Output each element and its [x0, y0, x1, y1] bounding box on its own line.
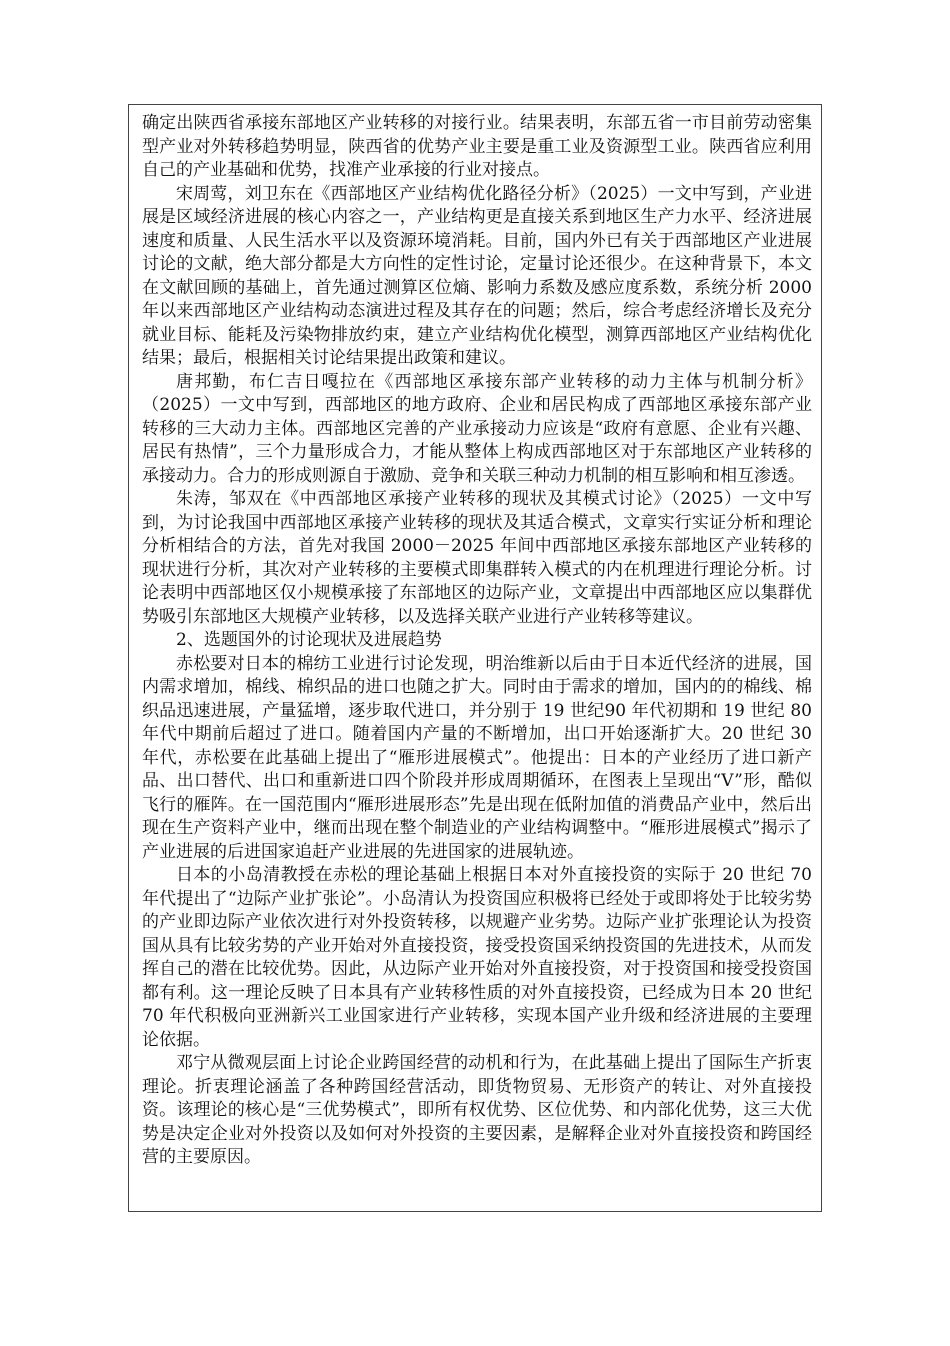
paragraph-tang-buren: 唐邦勤，布仁吉日嘎拉在《西部地区承接东部产业转移的动力主体与机制分析》（2025）一文中写到，西部地区的地方政府、企业和居民构成了西部地区承接东部产业转移的三大动力主体。西部地区完善的产业承接动力应该是“政府有意愿、企业有兴趣、居民有热情”，三个力量形成合力，才能从整体上构成西部地区对于东部地区产业转移的承接动力。合力的形成则源自于激励、竞争和关联三种动力机制的相互影响和相互渗透。 — [142, 371, 812, 486]
paragraph-akamatsu: 赤松要对日本的棉纺工业进行讨论发现，明治维新以后由于日本近代经济的进展，国内需求增加，棉线、棉织品的进口也随之扩大。同时由于需求的增加，国内的的棉线、棉织品迅速进展，产量猛增，逐步取代进口，并分别于 19 世纪90 年代初期和 19 世纪 80 年代中期前后超过了进口。随着国内产量的不断增加，出口开始逐渐扩大。20 世纪 30 年代，赤松要在此基础上提出了“雁形进展模式”。他提出：日本的产业经历了进口新产品、出口替代、出口和重新进口四个阶段并形成周期循环，在图表上呈现出“V”形，酷似飞行的雁阵。在一国范围内“雁形进展形态”先是出现在低附加值的消费品产业中，然后出现在生产资料产业中，继而出现在整个制造业的产业结构调整中。“雁形进展模式”揭示了产业进展的后进国家追赶产业进展的先进国家的进展轨迹。 — [142, 653, 812, 862]
paragraph-song-liu: 宋周莺，刘卫东在《西部地区产业结构优化路径分析》（2025）一文中写到，产业进展是区域经济进展的核心内容之一，产业结构更是直接关系到地区生产力水平、经济进展速度和质量、人民生活水平以及资源环境消耗。目前，国内外已有关于西部地区产业进展讨论的文献，绝大部分都是大方向性的定性讨论，定量讨论还很少。在这种背景下，本文在文献回顾的基础上，首先通过测算区位熵、影响力系数及感应度系数，系统分析 2000 年以来西部地区产业结构动态演进过程及其存在的问题；然后，综合考虑经济增长及充分就业目标、能耗及污染物排放约束，建立产业结构优化模型，测算西部地区产业结构优化结果；最后，根据相关讨论结果提出政策和建议。 — [142, 183, 812, 368]
paragraph-dunning: 邓宁从微观层面上讨论企业跨国经营的动机和行为，在此基础上提出了国际生产折衷理论。折衷理论涵盖了各种跨国经营活动，即货物贸易、无形资产的转让、对外直接投资。该理论的核心是“三优势模式”，即所有权优势、区位优势、和内部化优势，这三大优势是决定企业对外投资以及如何对外投资的主要因素，是解释企业对外直接投资和跨国经营的主要原因。 — [142, 1053, 812, 1167]
document-body — [142, 112, 812, 1170]
paragraph-kojima: 日本的小岛清教授在赤松的理论基础上根据日本对外直接投资的实际于 20 世纪 70 年代提出了“边际产业扩张论”。小岛清认为投资国应积极将已经处于或即将处于比较劣势的产业即边际产业依次进行对外投资转移，以规避产业劣势。边际产业扩张理论认为投资国从具有比较劣势的产业开始对外直接投资，接受投资国采纳投资国的先进技术，从而发挥自己的潜在比较优势。因此，从边际产业开始对外直接投资，对于投资国和接受投资国都有利。这一理论反映了日本具有产业转移性质的对外直接投资，已经成为日本 20 世纪 70 年代积极向亚洲新兴工业国家进行产业转移，实现本国产业升级和经济进展的主要理论依据。 — [142, 865, 812, 1050]
paragraph-zhu-zou: 朱涛，邹双在《中西部地区承接产业转移的现状及其模式讨论》（2025）一文中写到，为讨论我国中西部地区承接产业转移的现状及其适合模式，文章实行实证分析和理论分析相结合的方法，首先对我国 2000－2025 年间中西部地区承接东部地区产业转移的现状进行分析，其次对产业转移的主要模式即集群转入模式的内在机理进行理论分析。讨论表明中西部地区仅小规模承接了东部地区的边际产业，文章提出中西部地区应以集群优势吸引东部地区大规模产业转移，以及选择关联产业进行产业转移等建议。 — [142, 489, 812, 627]
paragraph-shaanxi-conclusion: 确定出陕西省承接东部地区产业转移的对接行业。结果表明，东部五省一市目前劳动密集型产业对外转移趋势明显，陕西省的优势产业主要是重工业及资源型工业。陕西省应利用自己的产业基础和优势，找准产业承接的行业对接点。 — [142, 113, 812, 180]
section-heading-foreign-research: 2、选题国外的讨论现状及进展趋势 — [176, 630, 442, 650]
